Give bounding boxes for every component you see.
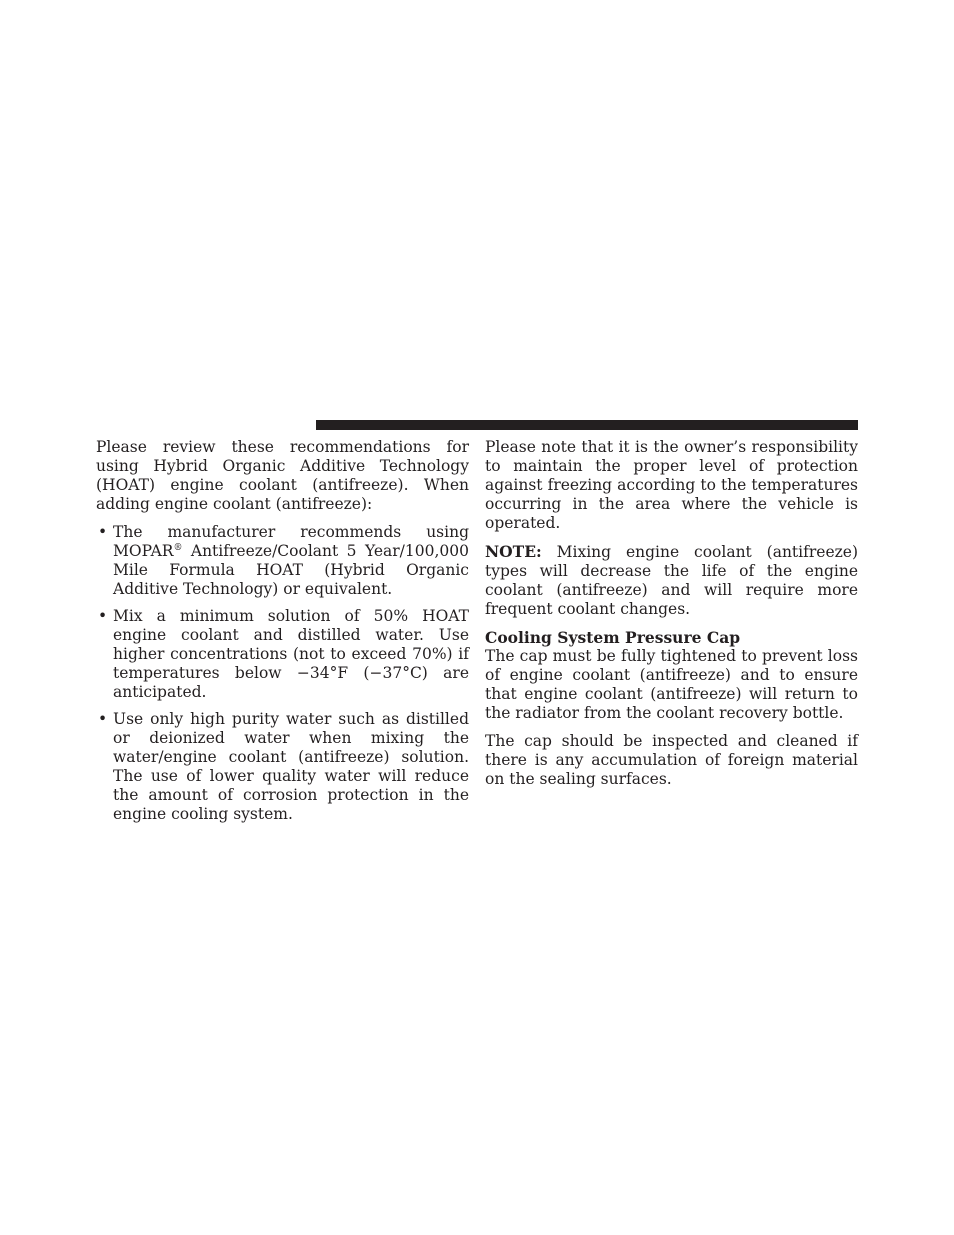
registered-mark: ® [173, 542, 183, 553]
note-paragraph [485, 542, 858, 619]
bullet-icon: • [98, 523, 108, 541]
responsibility-paragraph: Please note that it is the owner’s responsibility to maintain the proper level of protection against freezing according to the temperatures occurring in the area where the vehicle is operated. [485, 438, 858, 532]
cap-tightening-paragraph: The cap must be fully tightened to prevent loss of engine coolant (antifreeze) and to ensure that engine coolant (antifreeze) will return to the radiator from the coolant recovery bottle. [485, 647, 858, 722]
cap-inspection-paragraph: The cap should be inspected and cleaned if there is any accumulation of foreign material on the sealing surfaces. [485, 732, 858, 788]
recommendation-list [96, 523, 469, 824]
section-heading: Cooling System Pressure Cap [485, 628, 741, 647]
list-item [96, 710, 469, 824]
list-item-text: Use only high purity water such as distilled or deionized water when mixing the water/engine coolant (antifreeze) solution. The use of lower quality water will reduce the amount of corrosion protection in the engine cooling system. [113, 710, 469, 823]
section-header-bar [316, 420, 858, 430]
left-column [96, 438, 469, 832]
bullet-icon: • [98, 710, 108, 728]
list-item-text: Mix a minimum solution of 50% HOAT engine coolant and distilled water. Use higher concentrations (not to exceed 70%) if temperatures below −34°F (−37°C) are anticipated. [113, 607, 469, 701]
list-item-text-continued: Antifreeze/Coolant 5 Year/100,000 Mile Formula HOAT (Hybrid Organic Additive Technology) or equivalent. [113, 542, 469, 598]
list-item [96, 523, 469, 599]
bullet-icon: • [98, 607, 108, 625]
intro-paragraph: Please review these recommendations for using Hybrid Organic Additive Technology (HOAT) engine coolant (antifreeze). When adding engine coolant (antifreeze): [96, 438, 469, 513]
list-item-text: The manufacturer recommends using MOPAR [113, 523, 469, 560]
note-label: NOTE: [485, 542, 542, 561]
right-column [485, 438, 858, 798]
list-item [96, 607, 469, 702]
note-text: Mixing engine coolant (antifreeze) types will decrease the life of the engine coolant (antifreeze) and will require more frequent coolant changes. [485, 543, 858, 618]
